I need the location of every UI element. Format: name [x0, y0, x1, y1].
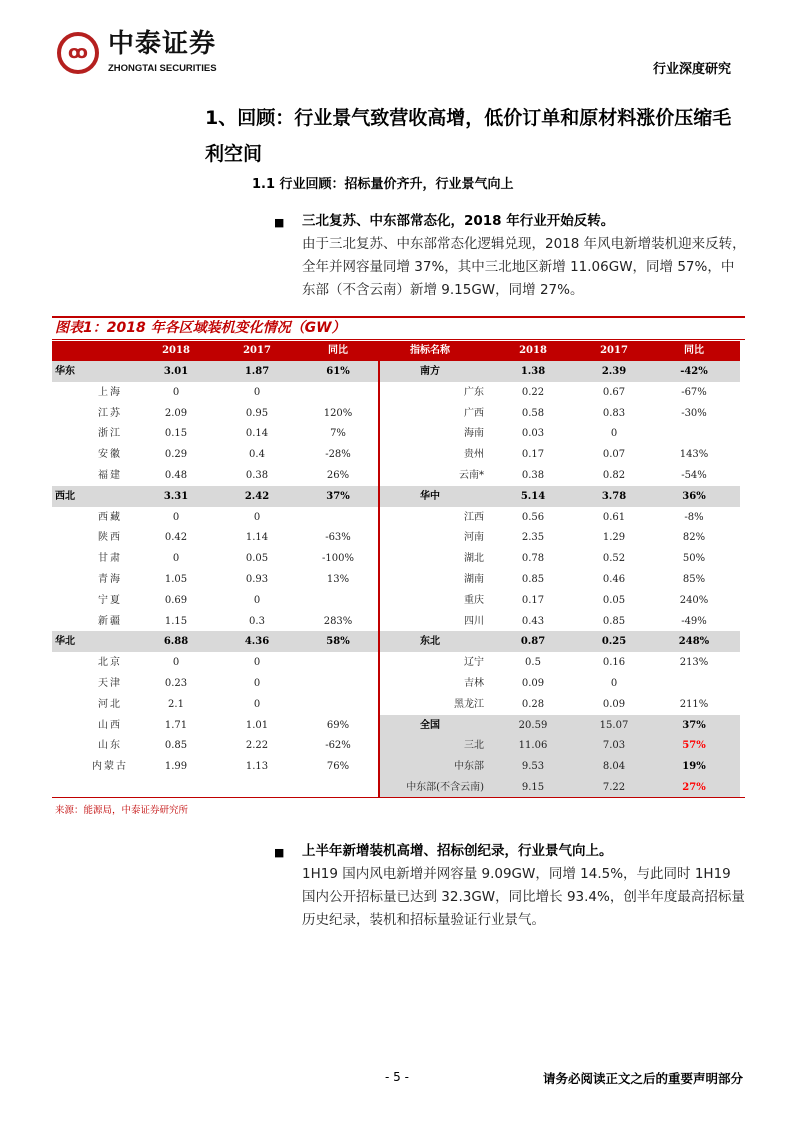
row-label: 福建 — [98, 470, 122, 481]
value-2018: 2.09 — [164, 407, 188, 419]
value-yoy: 58% — [326, 636, 350, 648]
section-heading: 1、回顾：行业景气致营收高增，低价订单和原材料涨价压缩毛利空间 — [205, 107, 732, 165]
value-2017: 0 — [253, 386, 261, 398]
row-label: 山东 — [98, 740, 122, 752]
row-label: 青海 — [98, 574, 122, 585]
value-2018: 0.03 — [521, 428, 545, 440]
row-label: 湖北 — [464, 553, 484, 565]
value-yoy — [303, 590, 373, 611]
value-2017: 0.16 — [602, 657, 626, 669]
value-2017: 7.22 — [602, 782, 626, 793]
paragraph-text: 1H19 国内风电新增并网容量 9.09GW，同增 14.5%，与此同时 1H19 国内公开招标量已达到 32.3GW，同比增长 93.4%，创半年度最高招标量历史纪录，装机和招标量验证行业景气。 — [302, 866, 745, 928]
row-label: 贵州 — [464, 449, 484, 461]
column-header: 同比 — [684, 345, 704, 356]
value-yoy: -100% — [322, 553, 354, 565]
row-label: 华东 — [55, 366, 75, 377]
value-yoy: -8% — [684, 511, 704, 523]
value-2018: 0.38 — [521, 470, 545, 481]
figure-source: 来源：能源局，中泰证券研究所 — [55, 805, 189, 816]
value-2018: 5.14 — [520, 490, 546, 502]
figure-bottom-rule — [52, 797, 745, 798]
value-2017: 3.78 — [601, 490, 627, 502]
row-label: 安徽 — [98, 449, 122, 461]
value-2018: 1.71 — [164, 719, 188, 731]
value-2018: 2.1 — [168, 698, 184, 710]
table-header — [52, 341, 740, 361]
value-2018: 9.53 — [521, 761, 545, 773]
row-label: 江西 — [464, 511, 484, 523]
row-label: 陕西 — [98, 532, 122, 544]
value-2017: 0 — [610, 678, 618, 689]
value-yoy: 27% — [682, 782, 706, 793]
value-2018: 0.48 — [164, 470, 188, 481]
value-yoy: 143% — [679, 449, 709, 461]
value-2017: 0 — [253, 657, 261, 669]
value-2018: 0.85 — [164, 740, 188, 752]
figure-top-rule — [52, 316, 745, 318]
row-label: 海南 — [464, 428, 484, 440]
value-2017: 0.82 — [602, 470, 626, 481]
value-2018: 0.78 — [521, 553, 545, 565]
row-label: 北京 — [98, 657, 122, 669]
value-yoy: -28% — [325, 449, 351, 461]
paragraph-lead: 上半年新增装机高增、招标创纪录，行业景气向上。 — [302, 843, 613, 859]
value-2017: 0.67 — [602, 386, 626, 398]
value-2018: 3.31 — [163, 490, 189, 502]
value-yoy — [303, 652, 373, 673]
value-yoy: 61% — [326, 366, 350, 377]
value-yoy: 248% — [678, 636, 710, 648]
column-header: 同比 — [328, 345, 348, 356]
value-2018: 9.15 — [521, 782, 545, 793]
value-2017: 0.25 — [601, 636, 627, 648]
value-2017: 0.85 — [602, 615, 626, 627]
row-label: 河北 — [98, 698, 122, 710]
value-2018: 6.88 — [163, 636, 189, 648]
value-yoy: -30% — [681, 407, 707, 419]
row-label: 全国 — [420, 719, 440, 731]
row-label: 华中 — [420, 490, 440, 502]
value-yoy — [303, 382, 373, 403]
value-2017: 4.36 — [244, 636, 270, 648]
row-label: 浙江 — [98, 428, 122, 440]
paragraph-1 — [302, 210, 747, 302]
value-yoy: 37% — [682, 719, 706, 731]
value-2018: 0.85 — [521, 574, 545, 585]
value-2017: 1.14 — [245, 532, 269, 544]
row-label: 天津 — [98, 678, 122, 689]
value-yoy: 76% — [326, 761, 350, 773]
value-2018: 0.17 — [521, 594, 545, 606]
value-yoy: 120% — [323, 407, 353, 419]
value-2018: 0.29 — [164, 449, 188, 461]
value-2017: 0.05 — [602, 594, 626, 606]
value-2018: 0.5 — [525, 657, 541, 669]
value-yoy: 213% — [679, 657, 709, 669]
column-header: 指标名称 — [410, 345, 450, 356]
value-2018: 0.58 — [521, 407, 545, 419]
value-2018: 0.17 — [521, 449, 545, 461]
value-yoy: -54% — [681, 470, 707, 481]
logo-text-cn: 中泰证券 — [108, 29, 217, 59]
value-yoy — [659, 423, 729, 444]
value-yoy — [303, 673, 373, 694]
row-label: 西藏 — [98, 511, 122, 523]
paragraph-2 — [302, 840, 747, 932]
value-2018: 20.59 — [518, 719, 548, 731]
value-2017: 1.29 — [602, 532, 626, 544]
value-yoy: 57% — [682, 740, 706, 752]
value-2017: 0.61 — [602, 511, 626, 523]
value-2018: 0 — [172, 553, 180, 565]
row-label: 山西 — [98, 719, 122, 731]
row-label: 吉林 — [464, 678, 484, 689]
value-2018: 0.15 — [164, 428, 188, 440]
value-2018: 0.09 — [521, 678, 545, 689]
logo-glyph-icon: ꝏ — [68, 42, 88, 63]
value-yoy: 19% — [682, 761, 706, 773]
value-2018: 2.35 — [521, 532, 545, 544]
value-2018: 0.28 — [521, 698, 545, 710]
row-label: 四川 — [464, 615, 484, 627]
figure-title-rule — [52, 339, 745, 340]
value-yoy — [303, 507, 373, 528]
report-type: 行业深度研究 — [652, 62, 731, 77]
paragraph-lead: 三北复苏、中东部常态化，2018 年行业开始反转。 — [302, 213, 615, 229]
row-label: 中东部 — [454, 761, 484, 773]
value-2018: 1.15 — [164, 615, 188, 627]
value-2017: 2.22 — [245, 740, 269, 752]
row-label: 辽宁 — [464, 657, 484, 669]
row-label: 中东部(不含云南) — [406, 782, 484, 793]
value-2017: 0 — [253, 594, 261, 606]
value-yoy: 36% — [682, 490, 706, 502]
row-label: 南方 — [420, 366, 440, 377]
logo-text-en: ZHONGTAI SECURITIES — [108, 63, 217, 74]
row-label: 江苏 — [98, 407, 122, 419]
row-label: 河南 — [464, 532, 484, 544]
value-2017: 0 — [610, 428, 618, 440]
figure-title: 图表1：2018 年各区域装机变化情况（GW） — [55, 320, 346, 336]
value-2017: 0.38 — [245, 470, 269, 481]
row-label: 广西 — [464, 407, 484, 419]
column-header: 2018 — [162, 345, 190, 356]
value-yoy — [303, 694, 373, 715]
value-yoy: -49% — [681, 615, 707, 627]
value-2018: 0.69 — [164, 594, 188, 606]
value-yoy: 13% — [326, 574, 350, 585]
value-2017: 8.04 — [602, 761, 626, 773]
value-2018: 1.38 — [520, 366, 546, 377]
bullet-icon: ■ — [274, 216, 285, 229]
value-2017: 2.42 — [244, 490, 270, 502]
value-2017: 0.07 — [602, 449, 626, 461]
row-label: 东北 — [420, 636, 440, 648]
paragraph-text: 由于三北复苏、中东部常态化逻辑兑现，2018 年风电新增装机迎来反转，全年并网容量同增 37%，其中三北地区新增 11.06GW，同增 57%，中东部（不含云南）新增 9.15GW，同增 27%。 — [302, 236, 746, 298]
row-label: 华北 — [55, 636, 75, 648]
value-yoy: -63% — [325, 532, 351, 544]
bullet-icon: ■ — [274, 846, 285, 859]
value-2018: 3.01 — [163, 366, 189, 377]
row-label: 湖南 — [464, 574, 484, 585]
row-label: 云南* — [459, 470, 484, 481]
value-2017: 0.46 — [602, 574, 626, 585]
value-2018: 1.99 — [164, 761, 188, 773]
value-yoy: 283% — [323, 615, 353, 627]
column-header: 2018 — [519, 345, 547, 356]
subsection-heading: 1.1 行业回顾：招标量价齐升，行业景气向上 — [252, 177, 514, 192]
value-2017: 0.93 — [245, 574, 269, 585]
value-2018: 0 — [172, 657, 180, 669]
value-2018: 0.87 — [520, 636, 546, 648]
column-header: 2017 — [600, 345, 628, 356]
value-2017: 0.4 — [249, 449, 265, 461]
value-2018: 0 — [172, 386, 180, 398]
value-2017: 0.95 — [245, 407, 269, 419]
row-label: 广东 — [464, 386, 484, 398]
value-yoy: 85% — [682, 574, 706, 585]
value-yoy: -67% — [681, 386, 707, 398]
value-2018: 0.42 — [164, 532, 188, 544]
row-label: 内蒙古 — [92, 761, 128, 773]
value-yoy: 7% — [330, 428, 346, 440]
value-2017: 15.07 — [599, 719, 629, 731]
disclaimer-note: 请务必阅读正文之后的重要声明部分 — [542, 1071, 743, 1086]
column-header: 2017 — [243, 345, 271, 356]
value-2017: 0.3 — [249, 615, 265, 627]
value-2018: 0.23 — [164, 678, 188, 689]
value-2017: 1.87 — [244, 366, 270, 377]
value-2017: 1.01 — [245, 719, 269, 731]
value-2017: 0 — [253, 511, 261, 523]
value-2017: 0.83 — [602, 407, 626, 419]
row-label: 宁夏 — [98, 594, 122, 606]
value-2017: 0.05 — [245, 553, 269, 565]
row-label: 黑龙江 — [454, 698, 484, 710]
value-yoy: 69% — [326, 719, 350, 731]
value-yoy — [659, 673, 729, 694]
value-yoy: 37% — [326, 490, 350, 502]
value-2018: 11.06 — [518, 740, 548, 752]
value-2018: 0 — [172, 511, 180, 523]
row-label: 三北 — [464, 740, 484, 752]
value-yoy: 82% — [682, 532, 706, 544]
value-2017: 0.52 — [602, 553, 626, 565]
value-yoy: -62% — [325, 740, 351, 752]
value-2017: 2.39 — [601, 366, 627, 377]
value-2018: 0.43 — [521, 615, 545, 627]
value-2017: 1.13 — [245, 761, 269, 773]
value-2018: 0.56 — [521, 511, 545, 523]
row-label: 西北 — [55, 490, 75, 502]
value-yoy: 26% — [326, 470, 350, 481]
value-yoy: -42% — [680, 366, 708, 377]
value-yoy: 50% — [682, 553, 706, 565]
value-yoy: 240% — [679, 594, 709, 606]
row-label: 重庆 — [464, 594, 484, 606]
value-yoy: 211% — [679, 698, 709, 710]
row-label: 上海 — [98, 386, 122, 398]
row-label: 甘肃 — [98, 553, 122, 565]
value-2017: 0.09 — [602, 698, 626, 710]
value-2017: 0 — [253, 678, 261, 689]
value-2018: 0.22 — [521, 386, 545, 398]
value-2017: 0 — [253, 698, 261, 710]
value-2018: 1.05 — [164, 574, 188, 585]
value-2017: 0.14 — [245, 428, 269, 440]
table-divider — [378, 360, 380, 797]
page-number: - 5 - — [385, 1070, 409, 1084]
value-2017: 7.03 — [602, 740, 626, 752]
row-label: 新疆 — [98, 615, 122, 627]
